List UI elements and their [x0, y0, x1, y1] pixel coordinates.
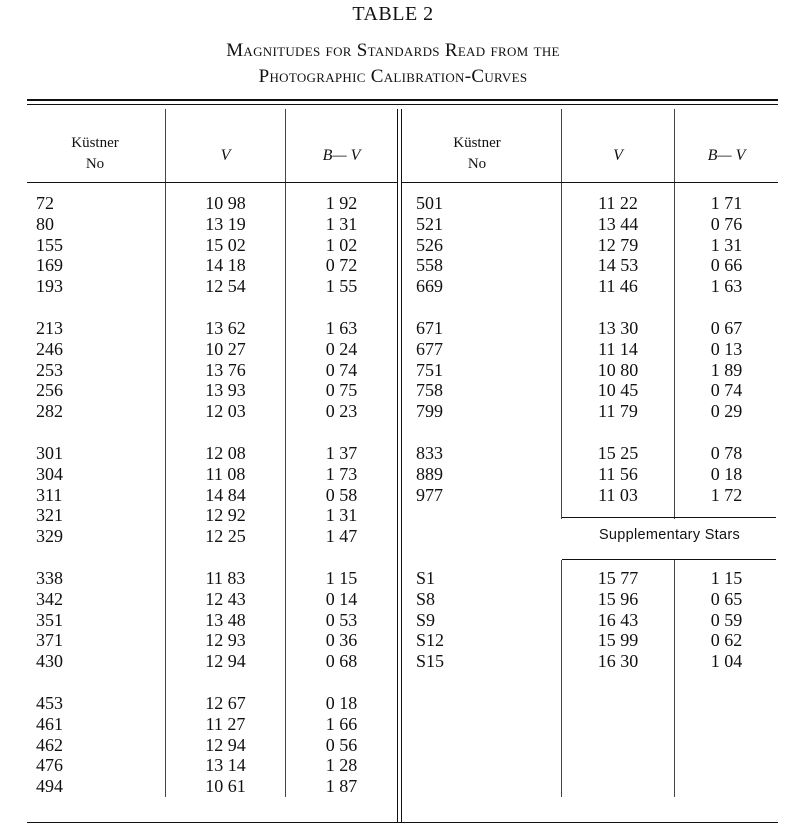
kustner-no-cell: 213 — [36, 318, 63, 338]
v-cell: 15 96 — [597, 588, 639, 609]
bv-cell: 0 53 — [325, 609, 358, 630]
v-cell: 16 30 — [597, 651, 639, 672]
bv-cell: 1 63 — [325, 318, 358, 338]
kustner-no-cell: 246 — [36, 338, 63, 359]
v-cell: 11 22 — [598, 193, 638, 213]
kustner-no-cell: 677 — [416, 338, 443, 359]
bv-cell: 1 04 — [710, 651, 743, 672]
kustner-no-cell: 155 — [36, 234, 63, 255]
bv-cell: 1 89 — [710, 359, 743, 380]
v-cell: 14 53 — [597, 255, 639, 276]
header-v-right: V — [613, 147, 623, 164]
v-cell: 13 76 — [205, 359, 246, 380]
kustner-no-cell: 558 — [416, 255, 443, 276]
kustner-no-cell: 671 — [416, 318, 443, 338]
bv-cell: 0 76 — [710, 213, 743, 234]
kustner-no-cell: 282 — [36, 401, 63, 422]
bv-cell: 0 18 — [710, 463, 743, 484]
bv-cell: 1 02 — [325, 234, 358, 255]
v-cell: 10 45 — [597, 380, 639, 401]
bv-cell: 1 92 — [325, 193, 358, 213]
v-cell: 11 14 — [598, 338, 638, 359]
bv-cell: 1 31 — [325, 505, 358, 526]
top-rule-1 — [27, 99, 778, 101]
v-cell: 11 79 — [598, 401, 638, 422]
header-kustner-no-left — [50, 133, 140, 175]
v-cell: 10 80 — [597, 359, 639, 380]
bv-cell: 0 72 — [325, 255, 358, 276]
bv-cell: 0 36 — [325, 630, 358, 651]
kustner-no-cell: 301 — [36, 443, 63, 463]
bv-cell: 0 23 — [325, 401, 358, 422]
bv-cell: 0 68 — [325, 651, 358, 672]
v-cell: 13 62 — [205, 318, 246, 338]
kustner-no-cell: 329 — [36, 526, 63, 547]
bv-cell: 0 14 — [325, 588, 358, 609]
bv-cell: 1 31 — [710, 234, 743, 255]
table-title-line-2: Photographic Calibration-Curves — [258, 66, 528, 87]
kustner-no-cell: 669 — [416, 276, 443, 297]
kustner-no-cell: 304 — [36, 463, 63, 484]
supplementary-star-id: S15 — [416, 651, 445, 672]
v-cell: 12 43 — [205, 588, 246, 609]
v-cell: 13 14 — [205, 755, 246, 776]
header-bv-right: B— V — [707, 147, 746, 164]
bv-cell: 0 56 — [325, 734, 358, 755]
header-no-label: No — [467, 156, 487, 172]
header-bv-left: B— V — [322, 147, 361, 164]
v-cell: 14 84 — [205, 484, 246, 505]
bv-cell: 0 59 — [710, 609, 743, 630]
kustner-no-cell: 169 — [36, 255, 63, 276]
header-rule-left — [27, 182, 397, 183]
bv-cell: 1 63 — [710, 276, 743, 297]
supplementary-rule-top — [562, 517, 776, 518]
table-number: TABLE 2 — [352, 3, 434, 25]
bv-cell: 1 47 — [325, 526, 358, 547]
kustner-no-cell: 430 — [36, 651, 63, 672]
bv-cell: 0 66 — [710, 255, 743, 276]
kustner-no-cell: 833 — [416, 443, 443, 463]
bv-cell: 1 28 — [325, 755, 358, 776]
bv-cell: 1 73 — [325, 463, 358, 484]
header-kustner-label: Küstner — [453, 135, 501, 151]
header-v-left: V — [220, 147, 231, 164]
bv-cell: 0 67 — [710, 318, 743, 338]
bv-cell: 1 15 — [710, 568, 743, 588]
v-cell: 15 99 — [597, 630, 639, 651]
v-cell: 15 02 — [205, 234, 246, 255]
kustner-no-cell: 342 — [36, 588, 63, 609]
kustner-no-cell: 72 — [36, 193, 54, 213]
kustner-no-cell: 253 — [36, 359, 63, 380]
kustner-no-cell: 351 — [36, 609, 63, 630]
bottom-rule — [27, 822, 778, 823]
v-cell: 10 27 — [205, 338, 246, 359]
vertical-rule-center-2 — [401, 109, 402, 822]
vertical-rule-center-1 — [397, 109, 398, 822]
kustner-no-cell: 321 — [36, 505, 63, 526]
kustner-no-cell: 889 — [416, 463, 443, 484]
v-cell: 12 25 — [205, 526, 246, 547]
bv-cell: 0 24 — [325, 338, 358, 359]
bv-cell: 0 29 — [710, 401, 743, 422]
kustner-no-cell: 462 — [36, 734, 63, 755]
top-rule-2 — [27, 104, 778, 105]
kustner-no-cell: 338 — [36, 568, 63, 588]
kustner-no-cell: 256 — [36, 380, 63, 401]
supplementary-star-id: S9 — [416, 609, 436, 630]
kustner-no-cell: 311 — [36, 484, 63, 505]
supplementary-stars-label: Supplementary Stars — [598, 527, 741, 543]
v-cell: 11 56 — [598, 463, 638, 484]
v-cell: 13 19 — [205, 213, 246, 234]
bv-cell: 1 31 — [325, 213, 358, 234]
bv-cell: 1 37 — [325, 443, 358, 463]
kustner-no-cell: 494 — [36, 776, 63, 797]
v-cell: 12 94 — [205, 651, 246, 672]
v-cell: 12 54 — [205, 276, 246, 297]
v-cell: 12 08 — [205, 443, 246, 463]
bv-cell: 0 58 — [325, 484, 358, 505]
supplementary-rule-bottom — [562, 559, 776, 560]
kustner-no-cell: 501 — [416, 193, 443, 213]
v-cell: 16 43 — [597, 609, 639, 630]
table-title-line-1: Magnitudes for Standards Read from the — [226, 40, 560, 61]
kustner-no-cell: 453 — [36, 693, 63, 713]
bv-cell: 0 74 — [710, 380, 743, 401]
v-cell: 13 93 — [205, 380, 246, 401]
supplementary-star-id: S8 — [416, 588, 436, 609]
header-kustner-label: Küstner — [71, 135, 119, 151]
bv-cell: 0 78 — [710, 443, 743, 463]
v-cell: 14 18 — [205, 255, 246, 276]
supplementary-star-id: S12 — [416, 630, 445, 651]
bv-cell: 0 18 — [325, 693, 358, 713]
kustner-no-cell: 80 — [36, 213, 54, 234]
bv-cell: 1 71 — [710, 193, 743, 213]
v-cell: 11 46 — [598, 276, 638, 297]
v-cell: 12 94 — [205, 734, 246, 755]
v-cell: 15 25 — [597, 443, 639, 463]
header-rule-right — [402, 182, 778, 183]
v-cell: 11 83 — [205, 568, 246, 588]
v-cell: 12 92 — [205, 505, 246, 526]
v-cell: 12 93 — [205, 630, 246, 651]
v-cell: 11 03 — [598, 484, 638, 505]
v-cell: 13 44 — [597, 213, 639, 234]
v-cell: 12 79 — [597, 234, 639, 255]
v-cell: 13 30 — [597, 318, 639, 338]
kustner-no-cell: 371 — [36, 630, 63, 651]
kustner-no-cell: 758 — [416, 380, 443, 401]
v-cell: 11 27 — [205, 713, 246, 734]
kustner-no-cell: 526 — [416, 234, 443, 255]
supplementary-star-id: S1 — [416, 568, 436, 588]
header-no-label: No — [85, 156, 105, 172]
v-cell: 10 61 — [205, 776, 246, 797]
bv-cell: 1 87 — [325, 776, 358, 797]
bv-cell: 0 65 — [710, 588, 743, 609]
bv-cell: 1 66 — [325, 713, 358, 734]
kustner-no-cell: 521 — [416, 213, 443, 234]
kustner-no-cell: 977 — [416, 484, 443, 505]
bv-cell: 0 74 — [325, 359, 358, 380]
kustner-no-cell: 476 — [36, 755, 63, 776]
kustner-no-cell: 799 — [416, 401, 443, 422]
v-cell: 11 08 — [205, 463, 246, 484]
v-cell: 15 77 — [597, 568, 639, 588]
bv-cell: 1 72 — [710, 484, 743, 505]
bv-cell: 1 15 — [325, 568, 358, 588]
bv-cell: 0 62 — [710, 630, 743, 651]
kustner-no-cell: 461 — [36, 713, 63, 734]
v-cell: 13 48 — [205, 609, 246, 630]
v-cell: 10 98 — [205, 193, 246, 213]
bv-cell: 1 55 — [325, 276, 358, 297]
kustner-no-cell: 193 — [36, 276, 63, 297]
bv-cell: 0 13 — [710, 338, 743, 359]
kustner-no-cell: 751 — [416, 359, 443, 380]
bv-cell: 0 75 — [325, 380, 358, 401]
v-cell: 12 03 — [205, 401, 246, 422]
header-kustner-no-right — [432, 133, 522, 175]
v-cell: 12 67 — [205, 693, 246, 713]
